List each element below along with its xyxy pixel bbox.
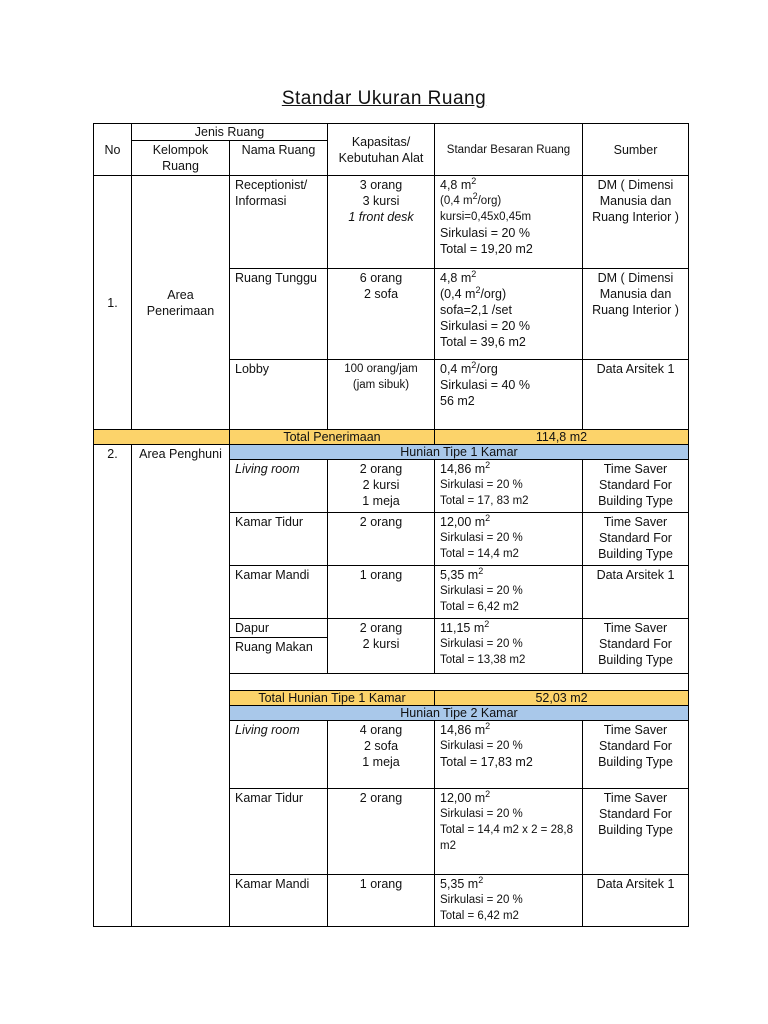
header-no: No (94, 124, 132, 176)
capacity: 100 orang/jam (jam sibuk) (328, 360, 435, 430)
sub-heading: Hunian Tipe 1 Kamar (230, 445, 689, 460)
source: Time Saver Standard For Building Type (583, 619, 689, 674)
capacity: 6 orang 2 sofa (328, 269, 435, 360)
section-number: 1. (94, 176, 132, 430)
header-nama: Nama Ruang (230, 141, 328, 176)
room-name: Receptionist/ Informasi (230, 176, 328, 269)
room-name: Kamar Tidur (230, 789, 328, 875)
room-name: Kamar Mandi (230, 875, 328, 927)
capacity: 2 orang 2 kursi 1 meja (328, 460, 435, 513)
capacity: 2 orang (328, 789, 435, 875)
capacity: 1 orang (328, 875, 435, 927)
source: Time Saver Standard For Building Type (583, 460, 689, 513)
source: Time Saver Standard For Building Type (583, 721, 689, 789)
room-name: Dapur (230, 619, 328, 638)
header-kelompok: Kelompok Ruang (132, 141, 230, 176)
size-standard: 5,35 $m^2$ Sirkulasi = 20 % Total = 6,42 m2 (435, 875, 583, 927)
size-standard: 12,00 $m^2$ Sirkulasi = 20 % Total = 14,4 m2 (435, 513, 583, 566)
capacity: 1 orang (328, 566, 435, 619)
sub-heading-row (94, 445, 689, 460)
header-jenis-ruang: Jenis Ruang (132, 124, 328, 141)
size-standard: 4,8 $m^2$ (0,4 $m^2/org$) sofa=2,1 /set Sirkulasi = 20 % Total = 39,6 m2 (435, 269, 583, 360)
size-standard: 12,00 $m^2$ Sirkulasi = 20 % Total = 14,4 m2 x 2 = 28,8 m2 (435, 789, 583, 875)
size-standard: 11,15 $m^2$ Sirkulasi = 20 % Total = 13,38 m2 (435, 619, 583, 674)
capacity: 2 orang 2 kursi (328, 619, 435, 674)
size-standard: 5,35 $m^2$ Sirkulasi = 20 % Total = 6,42 m2 (435, 566, 583, 619)
area-name: Area Penerimaan (132, 176, 230, 430)
source: DM ( Dimensi Manusia dan Ruang Interior ) (583, 269, 689, 360)
area-name: Area Penghuni (132, 445, 230, 927)
total-value: 52,03 m2 (435, 691, 689, 706)
header-sumber: Sumber (583, 124, 689, 176)
total-row (94, 430, 689, 445)
table-row (94, 176, 689, 269)
size-standard: 0,4 $m^2$/org Sirkulasi = 40 % 56 m2 (435, 360, 583, 430)
room-name: Living room (230, 721, 328, 789)
capacity: 4 orang 2 sofa 1 meja (328, 721, 435, 789)
size-standard: 4,8 $m^2$ (0,4 $m^2/org$) kursi=0,45x0,45m Sirkulasi = 20 % Total = 19,20 m2 (435, 176, 583, 269)
size-standard: 14,86 $m^2$ Sirkulasi = 20 % Total = 17,83 m2 (435, 721, 583, 789)
room-name: Ruang Tunggu (230, 269, 328, 360)
total-label: Total Penerimaan (230, 430, 435, 445)
room-name: Living room (230, 460, 328, 513)
source: DM ( Dimensi Manusia dan Ruang Interior ) (583, 176, 689, 269)
source: Time Saver Standard For Building Type (583, 513, 689, 566)
size-standard: 14,86 $m^2$ Sirkulasi = 20 % Total = 17, 83 m2 (435, 460, 583, 513)
header-kapasitas: Kapasitas/ Kebutuhan Alat (328, 124, 435, 176)
sub-heading: Hunian Tipe 2 Kamar (230, 706, 689, 721)
room-name: Kamar Tidur (230, 513, 328, 566)
source: Time Saver Standard For Building Type (583, 789, 689, 875)
total-label: Total Hunian Tipe 1 Kamar (230, 691, 435, 706)
section-number: 2. (94, 445, 132, 927)
header-standar: Standar Besaran Ruang (435, 124, 583, 176)
source: Data Arsitek 1 (583, 566, 689, 619)
standards-table (93, 123, 689, 927)
source: Data Arsitek 1 (583, 875, 689, 927)
header-row-1 (94, 124, 689, 141)
source: Data Arsitek 1 (583, 360, 689, 430)
room-name: Lobby (230, 360, 328, 430)
room-name: Ruang Makan (230, 638, 328, 674)
total-value: 114,8 m2 (435, 430, 689, 445)
capacity: 2 orang (328, 513, 435, 566)
page-title: Standar Ukuran Ruang (281, 88, 487, 109)
room-name: Kamar Mandi (230, 566, 328, 619)
capacity: 3 orang 3 kursi 1 front desk (328, 176, 435, 269)
